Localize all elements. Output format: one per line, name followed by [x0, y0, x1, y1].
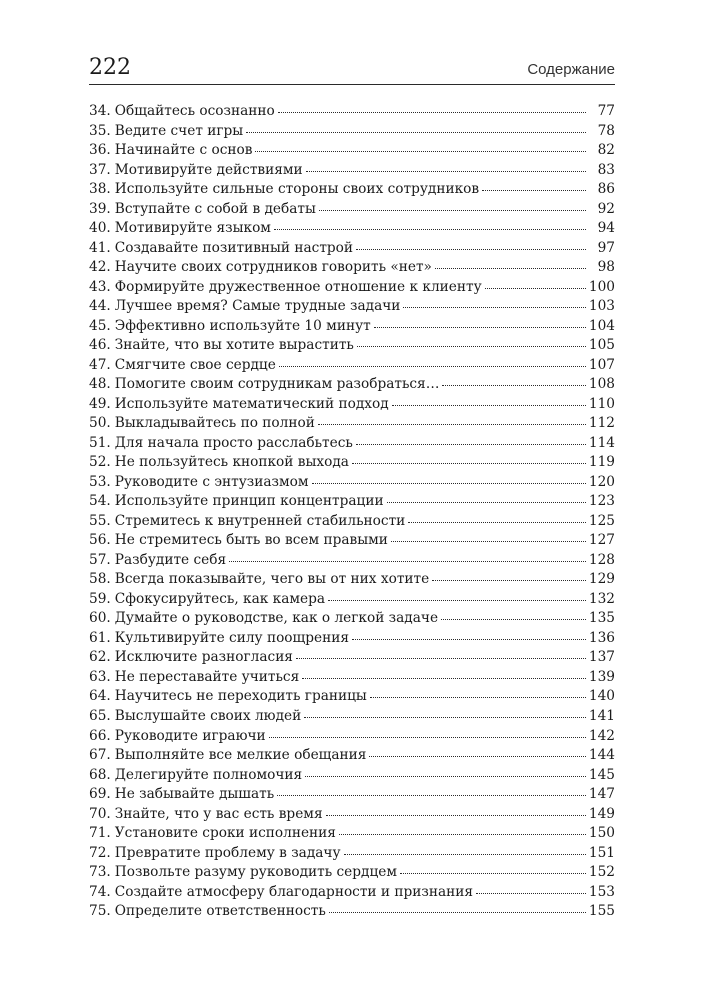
toc-entry-number: 42. [89, 259, 111, 276]
toc-dot-leader [296, 657, 586, 659]
toc-entry-number: 45. [89, 317, 111, 334]
table-of-contents [89, 102, 615, 922]
page-number: 222 [89, 55, 131, 80]
toc-entry-page: 144 [588, 747, 615, 764]
toc-entry [89, 707, 615, 727]
toc-dot-leader [278, 111, 586, 113]
toc-entry [89, 453, 615, 473]
toc-entry [89, 629, 615, 649]
toc-entry-number: 73. [89, 864, 111, 881]
toc-entry-number: 55. [89, 512, 111, 529]
toc-entry-title: Лучшее время? Самые трудные задачи [114, 298, 401, 315]
toc-entry-title: Научитесь не переходить границы [114, 688, 367, 705]
toc-entry [89, 278, 615, 298]
toc-dot-leader [352, 462, 586, 464]
toc-dot-leader [255, 150, 586, 152]
toc-dot-leader [392, 404, 586, 406]
toc-entry-title: Мотивируйте языком [114, 220, 271, 237]
toc-dot-leader [441, 618, 586, 620]
toc-entry-page: 97 [597, 239, 615, 256]
toc-entry-page: 123 [588, 493, 615, 510]
toc-dot-leader [302, 677, 586, 679]
toc-entry-number: 66. [89, 727, 111, 744]
toc-entry [89, 609, 615, 629]
toc-entry-number: 57. [89, 551, 111, 568]
toc-dot-leader [400, 872, 586, 874]
toc-dot-leader [229, 560, 586, 562]
toc-entry-page: 127 [588, 532, 615, 549]
toc-dot-leader [305, 775, 586, 777]
toc-entry-title: Мотивируйте действиями [114, 161, 303, 178]
toc-dot-leader [369, 755, 585, 757]
toc-entry [89, 317, 615, 337]
toc-entry-title: Используйте математический подход [114, 395, 389, 412]
running-title: Содержание [527, 61, 615, 78]
toc-entry-number: 47. [89, 356, 111, 373]
toc-dot-leader [312, 482, 586, 484]
toc-entry-title: Знайте, что вы хотите вырастить [114, 337, 354, 354]
toc-entry [89, 336, 615, 356]
toc-entry [89, 551, 615, 571]
toc-entry-number: 69. [89, 786, 111, 803]
toc-entry-page: 151 [588, 844, 615, 861]
toc-dot-leader [476, 892, 586, 894]
toc-entry [89, 492, 615, 512]
toc-entry-title: Думайте о руководстве, как о легкой задаче [114, 610, 439, 627]
toc-entry-page: 147 [588, 786, 615, 803]
toc-entry-number: 67. [89, 747, 111, 764]
toc-dot-leader [269, 736, 586, 738]
toc-entry-title: Для начала просто расслабьтесь [114, 434, 353, 451]
toc-entry-page: 108 [588, 376, 615, 393]
toc-dot-leader [357, 345, 586, 347]
toc-entry [89, 434, 615, 454]
toc-dot-leader [304, 716, 586, 718]
toc-entry-number: 48. [89, 376, 111, 393]
toc-entry-number: 39. [89, 200, 111, 217]
toc-entry-number: 72. [89, 844, 111, 861]
toc-dot-leader [277, 794, 586, 796]
toc-dot-leader [344, 853, 586, 855]
toc-entry [89, 687, 615, 707]
toc-entry-number: 51. [89, 434, 111, 451]
toc-entry [89, 219, 615, 239]
toc-dot-leader [482, 189, 586, 191]
toc-dot-leader [485, 287, 586, 289]
toc-entry-page: 132 [588, 590, 615, 607]
toc-entry-title: Превратите проблему в задачу [114, 844, 341, 861]
toc-entry [89, 727, 615, 747]
toc-entry-title: Культивируйте силу поощрения [114, 629, 350, 646]
toc-entry-page: 103 [588, 298, 615, 315]
toc-entry [89, 180, 615, 200]
toc-entry-page: 153 [588, 883, 615, 900]
toc-entry-title: Сфокусируйтесь, как камера [114, 590, 326, 607]
toc-entry [89, 356, 615, 376]
toc-entry-title: Помогите своим сотрудникам разобраться… [114, 376, 440, 393]
toc-entry-page: 136 [588, 629, 615, 646]
toc-dot-leader [319, 209, 586, 211]
toc-dot-leader [356, 443, 586, 445]
toc-entry-number: 70. [89, 805, 111, 822]
toc-dot-leader [387, 501, 586, 503]
toc-entry-number: 63. [89, 668, 111, 685]
toc-entry-title: Определите ответственность [114, 903, 326, 920]
toc-entry-number: 38. [89, 181, 111, 198]
toc-entry-page: 78 [597, 122, 615, 139]
toc-entry-page: 100 [588, 278, 615, 295]
toc-entry-title: Эффективно используйте 10 минут [114, 317, 371, 334]
toc-dot-leader [352, 638, 586, 640]
toc-entry-page: 137 [588, 649, 615, 666]
toc-entry [89, 883, 615, 903]
toc-entry [89, 200, 615, 220]
toc-entry-title: Руководите играючи [114, 727, 266, 744]
toc-entry-title: Используйте сильные стороны своих сотрудников [114, 181, 480, 198]
toc-entry-number: 40. [89, 220, 111, 237]
toc-entry-number: 43. [89, 278, 111, 295]
page-header [89, 54, 615, 85]
toc-entry-title: Не стремитесь быть во всем правыми [114, 532, 388, 549]
toc-entry-title: Руководите с энтузиазмом [114, 473, 309, 490]
toc-entry-number: 74. [89, 883, 111, 900]
toc-entry [89, 648, 615, 668]
toc-entry-number: 35. [89, 122, 111, 139]
toc-entry-number: 53. [89, 473, 111, 490]
toc-dot-leader [339, 833, 586, 835]
toc-dot-leader [391, 540, 586, 542]
toc-entry-page: 139 [588, 668, 615, 685]
toc-entry-page: 94 [597, 220, 615, 237]
toc-entry-title: Стремитесь к внутренней стабильности [114, 512, 406, 529]
toc-entry [89, 297, 615, 317]
toc-entry-page: 92 [597, 200, 615, 217]
toc-dot-leader [370, 696, 586, 698]
toc-dot-leader [328, 599, 586, 601]
toc-entry-number: 59. [89, 590, 111, 607]
toc-entry-page: 141 [588, 707, 615, 724]
toc-entry-title: Общайтесь осознанно [114, 103, 275, 119]
toc-entry-page: 140 [588, 688, 615, 705]
toc-entry-number: 49. [89, 395, 111, 412]
toc-entry [89, 258, 615, 278]
toc-entry-number: 46. [89, 337, 111, 354]
toc-dot-leader [246, 131, 586, 133]
toc-entry [89, 141, 615, 161]
toc-entry-page: 129 [588, 571, 615, 588]
toc-entry-page: 135 [588, 610, 615, 627]
toc-entry [89, 531, 615, 551]
toc-entry-title: Научите своих сотрудников говорить «нет» [114, 259, 432, 276]
toc-entry [89, 473, 615, 493]
toc-entry [89, 668, 615, 688]
toc-dot-leader [306, 170, 586, 172]
toc-entry-title: Выполняйте все мелкие обещания [114, 747, 367, 764]
toc-entry-number: 71. [89, 825, 111, 842]
toc-entry-page: 104 [588, 317, 615, 334]
toc-entry-number: 60. [89, 610, 111, 627]
toc-entry [89, 102, 615, 122]
toc-entry [89, 414, 615, 434]
toc-entry [89, 570, 615, 590]
toc-entry-title: Не забывайте дышать [114, 786, 275, 803]
toc-entry [89, 863, 615, 883]
toc-entry-title: Всегда показывайте, чего вы от них хотите [114, 571, 430, 588]
toc-entry-page: 107 [588, 356, 615, 373]
toc-entry [89, 122, 615, 142]
toc-entry-title: Не пользуйтесь кнопкой выхода [114, 454, 349, 471]
toc-dot-leader [356, 248, 586, 250]
toc-entry-title: Выкладывайтесь по полной [114, 415, 315, 432]
toc-entry-title: Делегируйте полномочия [114, 766, 303, 783]
toc-entry-page: 128 [588, 551, 615, 568]
toc-entry-page: 149 [588, 805, 615, 822]
toc-entry [89, 161, 615, 181]
toc-dot-leader [279, 365, 586, 367]
toc-entry-page: 142 [588, 727, 615, 744]
toc-entry-title: Начинайте с основ [114, 142, 253, 159]
toc-entry-page: 86 [597, 181, 615, 198]
toc-dot-leader [318, 423, 586, 425]
toc-entry-title: Не переставайте учиться [114, 668, 300, 685]
toc-entry-page: 83 [597, 161, 615, 178]
toc-entry [89, 844, 615, 864]
toc-entry [89, 590, 615, 610]
toc-entry-title: Формируйте дружественное отношение к клиенту [114, 278, 482, 295]
toc-entry-page: 105 [588, 337, 615, 354]
toc-dot-leader [403, 306, 585, 308]
toc-entry [89, 902, 615, 922]
toc-entry [89, 239, 615, 259]
toc-dot-leader [435, 267, 586, 269]
toc-entry-page: 119 [588, 454, 615, 471]
toc-entry [89, 766, 615, 786]
toc-entry-title: Создавайте позитивный настрой [114, 239, 354, 256]
toc-entry-title: Создайте атмосферу благодарности и признания [114, 883, 474, 900]
toc-entry [89, 746, 615, 766]
toc-entry-title: Смягчите свое сердце [114, 356, 276, 373]
toc-entry-page: 98 [597, 259, 615, 276]
toc-entry-number: 64. [89, 688, 111, 705]
toc-entry-number: 36. [89, 142, 111, 159]
toc-entry-page: 155 [588, 903, 615, 920]
toc-entry-number: 41. [89, 239, 111, 256]
toc-entry-page: 120 [588, 473, 615, 490]
toc-entry-page: 114 [588, 434, 615, 451]
toc-entry-number: 75. [89, 903, 111, 920]
toc-entry-title: Выслушайте своих людей [114, 707, 302, 724]
toc-entry-number: 56. [89, 532, 111, 549]
toc-dot-leader [274, 228, 586, 230]
toc-entry-number: 50. [89, 415, 111, 432]
toc-entry [89, 805, 615, 825]
toc-entry [89, 824, 615, 844]
toc-entry [89, 395, 615, 415]
toc-dot-leader [329, 911, 586, 913]
toc-entry-page: 77 [597, 103, 615, 119]
toc-dot-leader [432, 579, 586, 581]
toc-entry-number: 65. [89, 707, 111, 724]
toc-entry-title: Исключите разногласия [114, 649, 293, 666]
toc-entry-title: Используйте принцип концентрации [114, 493, 384, 510]
toc-entry-number: 54. [89, 493, 111, 510]
toc-entry-page: 82 [597, 142, 615, 159]
toc-entry-title: Ведите счет игры [114, 122, 244, 139]
toc-entry-number: 62. [89, 649, 111, 666]
toc-entry-page: 145 [588, 766, 615, 783]
toc-entry [89, 375, 615, 395]
toc-entry-title: Вступайте с собой в дебаты [114, 200, 316, 217]
toc-entry-number: 37. [89, 161, 111, 178]
toc-entry-number: 61. [89, 629, 111, 646]
toc-entry-page: 110 [588, 395, 615, 412]
toc-entry [89, 512, 615, 532]
toc-entry-page: 125 [588, 512, 615, 529]
toc-dot-leader [408, 521, 586, 523]
toc-entry-number: 52. [89, 454, 111, 471]
toc-entry-number: 34. [89, 103, 111, 119]
toc-entry-page: 150 [588, 825, 615, 842]
toc-entry-page: 152 [588, 864, 615, 881]
toc-dot-leader [374, 326, 586, 328]
toc-entry-number: 58. [89, 571, 111, 588]
toc-entry-title: Разбудите себя [114, 551, 227, 568]
toc-dot-leader [442, 384, 585, 386]
toc-entry-title: Позвольте разуму руководить сердцем [114, 864, 398, 881]
toc-entry-page: 112 [588, 415, 615, 432]
toc-entry-number: 44. [89, 298, 111, 315]
toc-entry [89, 785, 615, 805]
toc-entry-title: Установите сроки исполнения [114, 825, 336, 842]
toc-dot-leader [326, 814, 586, 816]
toc-entry-number: 68. [89, 766, 111, 783]
toc-entry-title: Знайте, что у вас есть время [114, 805, 323, 822]
